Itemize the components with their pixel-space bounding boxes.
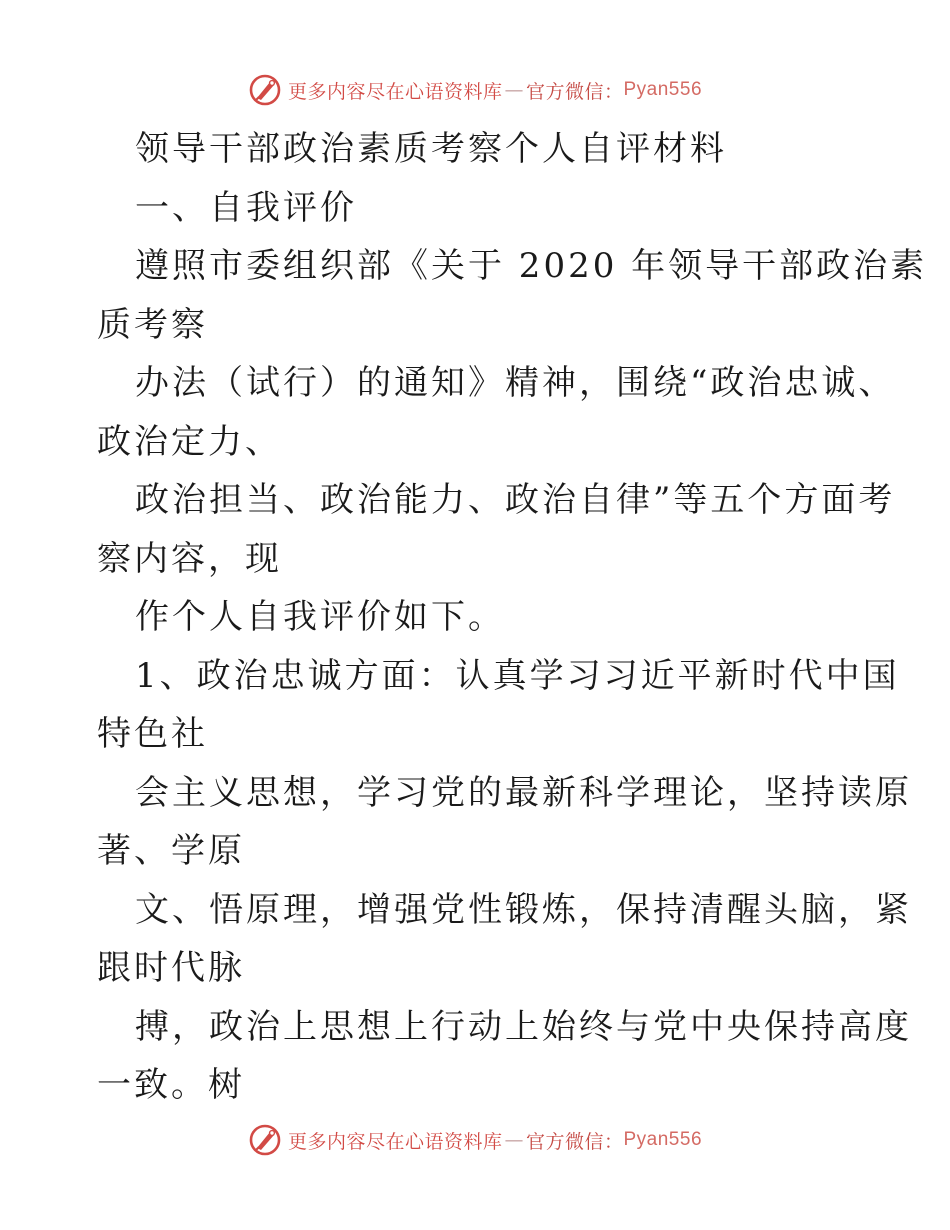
document-body (97, 120, 928, 1115)
banner-wechat-label: 官方微信： (525, 1130, 624, 1153)
banner-wechat-id: Pyan556 (623, 1129, 703, 1150)
header-banner (0, 70, 950, 110)
paragraph-line: 特色社 (97, 714, 208, 754)
paragraph-line: 质考察 (97, 304, 208, 345)
paragraph-line: 察内容，现 (97, 538, 282, 579)
quill-pen-logo-icon (248, 73, 282, 107)
document-title: 领导干部政治素质考察个人自评材料 (135, 129, 727, 169)
banner-text: 更多内容尽在心语资料库 (287, 80, 503, 103)
banner-text: 更多内容尽在心语资料库 (287, 1130, 503, 1153)
paragraph-line: 遵照市委组织部《关于 2020 年领导干部政治素 (135, 246, 928, 286)
banner-wechat-id: Pyan556 (623, 79, 703, 100)
paragraph-line: 会主义思想，学习党的最新科学理论，坚持读原 (135, 772, 912, 813)
footer-banner (0, 1120, 950, 1160)
banner-separator: — (504, 1129, 524, 1151)
banner-separator: — (504, 79, 524, 101)
paragraph-line: 著、学原 (97, 831, 245, 871)
paragraph-line: 1、政治忠诚方面：认真学习习近平新时代中国 (135, 655, 900, 696)
paragraph-line: 跟时代脉 (97, 948, 245, 988)
paragraph-line: 办法（试行）的通知》精神，围绕“政治忠诚、 (135, 363, 896, 403)
section-heading: 一、自我评价 (135, 187, 357, 228)
paragraph-line: 文、悟原理，增强党性锻炼，保持清醒头脑，紧 (135, 889, 912, 930)
paragraph-line: 政治担当、政治能力、政治自律”等五个方面考 (135, 480, 896, 520)
paragraph-line: 作个人自我评价如下。 (135, 597, 505, 637)
quill-pen-logo-icon (248, 1123, 282, 1157)
banner-wechat-label: 官方微信： (525, 80, 624, 103)
paragraph-line: 政治定力、 (97, 421, 282, 462)
paragraph-line: 一致。树 (97, 1065, 245, 1105)
paragraph-line: 搏，政治上思想上行动上始终与党中央保持高度 (135, 1006, 912, 1047)
